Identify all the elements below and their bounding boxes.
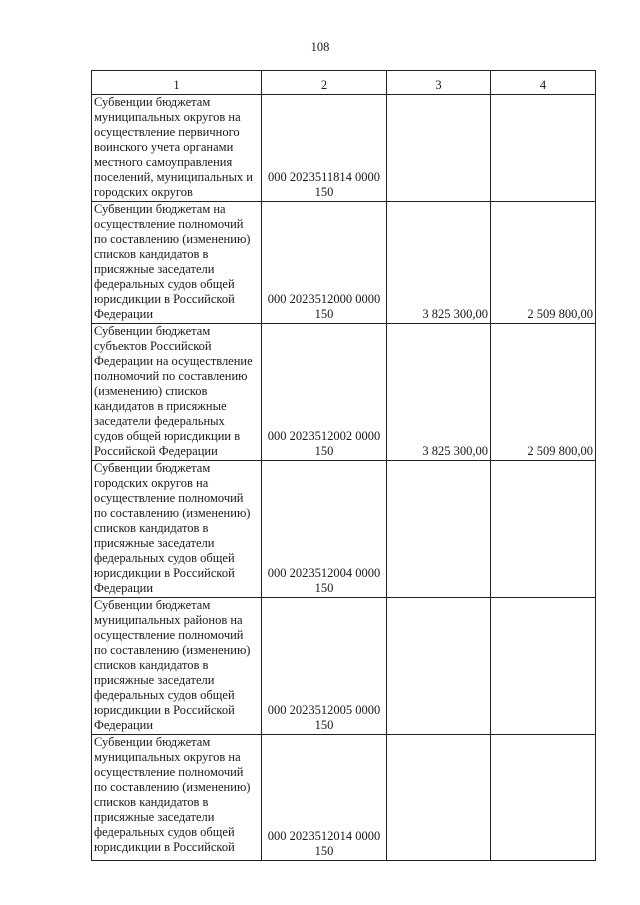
row-amount-3: 3 825 300,00 <box>387 324 491 461</box>
row-code: 000 2023511814 0000 150 <box>262 95 387 202</box>
row-code: 000 2023512005 0000 150 <box>262 598 387 735</box>
row-code: 000 2023512000 0000 150 <box>262 202 387 324</box>
row-amount-4 <box>491 461 596 598</box>
page-number: 108 <box>310 40 330 54</box>
table-row <box>92 735 596 861</box>
table-row <box>92 95 596 202</box>
row-description: Субвенции бюджетам муниципальных округов на осуществление полномочий по составлению (изменению) списков кандидатов в присяжные заседатели федеральных судов общей юрисдикции в Российской <box>92 735 262 861</box>
row-amount-3 <box>387 735 491 861</box>
row-description: Субвенции бюджетам на осуществление полномочий по составлению (изменению) списков кандидатов в присяжные заседатели федеральных судов общей юрисдикции в Российской Федерации <box>92 202 262 324</box>
row-code: 000 2023512002 0000 150 <box>262 324 387 461</box>
row-amount-3 <box>387 461 491 598</box>
table-row <box>92 598 596 735</box>
header-col-3: 3 <box>387 71 491 95</box>
header-col-4: 4 <box>491 71 596 95</box>
table-header <box>92 71 596 95</box>
table-body <box>92 95 596 861</box>
row-amount-4: 2 509 800,00 <box>491 202 596 324</box>
budget-table <box>91 70 596 861</box>
row-description: Субвенции бюджетам муниципальных округов на осуществление первичного воинского учета органами местного самоуправления поселений, муниципальных и городских округов <box>92 95 262 202</box>
header-col-1: 1 <box>92 71 262 95</box>
table-row <box>92 202 596 324</box>
row-amount-3 <box>387 95 491 202</box>
row-code: 000 2023512014 0000 150 <box>262 735 387 861</box>
row-amount-4 <box>491 95 596 202</box>
row-description: Субвенции бюджетам муниципальных районов на осуществление полномочий по составлению (изменению) списков кандидатов в присяжные заседатели федеральных судов общей юрисдикции в Российской Федерации <box>92 598 262 735</box>
table-row <box>92 461 596 598</box>
row-description: Субвенции бюджетам городских округов на осуществление полномочий по составлению (изменению) списков кандидатов в присяжные заседатели федеральных судов общей юрисдикции в Российской Федерации <box>92 461 262 598</box>
header-col-2: 2 <box>262 71 387 95</box>
row-code: 000 2023512004 0000 150 <box>262 461 387 598</box>
table-row <box>92 324 596 461</box>
row-amount-4 <box>491 735 596 861</box>
row-amount-3 <box>387 598 491 735</box>
row-amount-4 <box>491 598 596 735</box>
header-row <box>92 71 596 95</box>
row-amount-3: 3 825 300,00 <box>387 202 491 324</box>
row-amount-4: 2 509 800,00 <box>491 324 596 461</box>
row-description: Субвенции бюджетам субъектов Российской Федерации на осуществление полномочий по составлению (изменению) списков кандидатов в присяжные заседатели федеральных судов общей юрисдикции в Российской Федерации <box>92 324 262 461</box>
